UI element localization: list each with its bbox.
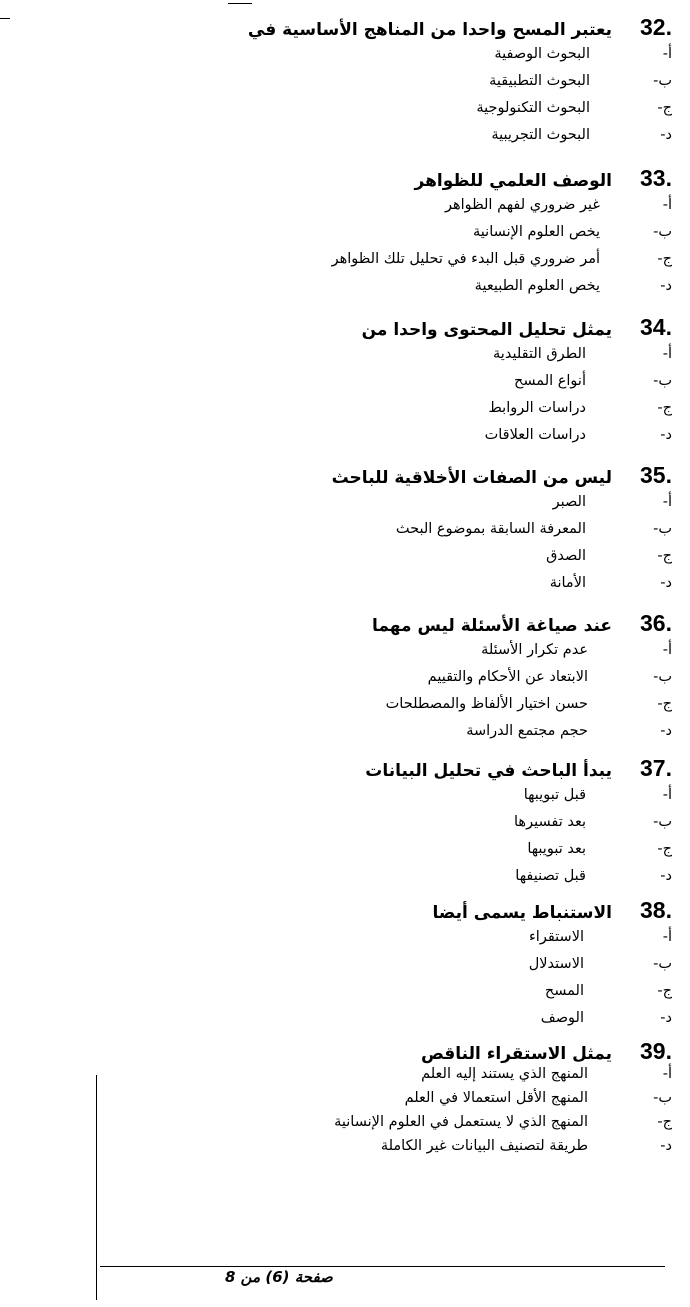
question-number: 34.	[640, 314, 672, 340]
question-38	[12, 897, 672, 1037]
options-list	[12, 197, 672, 305]
option-d: د- يخص العلوم الطبيعية	[474, 278, 672, 294]
option-a: أ- غير ضروري لفهم الظواهر	[444, 197, 672, 213]
option-d: د- دراسات العلاقات	[484, 427, 672, 443]
question-text: الوصف العلمي للظواهر	[414, 171, 612, 191]
option-d: د- حجم مجتمع الدراسة	[466, 723, 672, 739]
question-number: 39.	[640, 1038, 672, 1064]
options-list	[12, 642, 672, 750]
option-c: ج- الصدق	[546, 548, 672, 564]
option-c: ج- المسح	[544, 983, 672, 999]
options-list	[12, 494, 672, 602]
question-39	[12, 1038, 672, 1162]
options-list	[12, 929, 672, 1037]
option-a: أ- الاستقراء	[528, 929, 672, 945]
scan-margin-line	[96, 1075, 97, 1300]
option-a: أ- الصبر	[552, 494, 672, 510]
question-text: يمثل الاستقراء الناقص	[420, 1044, 612, 1064]
option-a: أ- عدم تكرار الأسئلة	[481, 642, 672, 658]
options-list	[12, 787, 672, 895]
option-c: ج- البحوث التكنولوجية	[476, 100, 672, 116]
option-c: ج- أمر ضروري قبل البدء في تحليل تلك الظواهر	[331, 251, 672, 267]
scan-dash-top	[228, 3, 252, 4]
page-number-footer: صفحة (6) من 8	[225, 1268, 333, 1286]
question-text: الاستنباط يسمى أيضا	[432, 903, 612, 923]
option-b: ب- الاستدلال	[528, 956, 672, 972]
options-list	[12, 346, 672, 454]
option-b: ب- المعرفة السابقة بموضوع البحث	[395, 521, 672, 537]
option-b: ب- البحوث التطبيقية	[489, 73, 672, 89]
question-text: يمثل تحليل المحتوى واحدا من	[361, 320, 612, 340]
option-b: ب- المنهج الأقل استعمالا في العلم	[404, 1090, 672, 1106]
option-b: ب- الابتعاد عن الأحكام والتقييم	[427, 669, 672, 685]
question-number: 36.	[640, 610, 672, 636]
option-a: أ- البحوث الوصفية	[494, 46, 672, 62]
options-list	[12, 46, 672, 154]
option-d: د- قبل تصنيفها	[515, 868, 672, 884]
option-c: ج- بعد تبويبها	[527, 841, 672, 857]
option-d: د- البحوث التجريبية	[491, 127, 672, 143]
question-text: يعتبر المسح واحدا من المناهج الأساسية في	[247, 20, 612, 40]
question-number: 33.	[640, 165, 672, 191]
question-number: 32.	[640, 14, 672, 40]
option-c: ج- دراسات الروابط	[488, 400, 672, 416]
question-text: يبدأ الباحث في تحليل البيانات	[365, 761, 612, 781]
question-35	[12, 462, 672, 602]
option-a: أ- المنهج الذي يستند إليه العلم	[421, 1066, 672, 1082]
option-a: أ- الطرق التقليدية	[493, 346, 672, 362]
question-number: 35.	[640, 462, 672, 488]
question-37	[12, 755, 672, 895]
question-33	[12, 165, 672, 305]
question-text: عند صياغة الأسئلة ليس مهما	[372, 616, 612, 636]
question-number: 37.	[640, 755, 672, 781]
question-32	[12, 14, 672, 154]
option-d: د- الوصف	[540, 1010, 672, 1026]
option-b: ب- يخص العلوم الإنسانية	[473, 224, 672, 240]
question-number: 38.	[640, 897, 672, 923]
footer-divider	[100, 1266, 665, 1267]
option-d: د- الأمانة	[549, 575, 672, 591]
options-list	[12, 1066, 672, 1162]
option-d: د- طريقة لتصنيف البيانات غير الكاملة	[380, 1138, 672, 1154]
option-a: أ- قبل تبويبها	[523, 787, 672, 803]
question-text: ليس من الصفات الأخلاقية للباحث	[331, 468, 612, 488]
scan-dash-top-left	[0, 18, 10, 19]
option-b: ب- أنواع المسح	[514, 373, 672, 389]
question-34	[12, 314, 672, 454]
option-c: ج- المنهج الذي لا يستعمل في العلوم الإنسانية	[334, 1114, 672, 1130]
option-c: ج- حسن اختيار الألفاظ والمصطلحات	[385, 696, 672, 712]
option-b: ب- بعد تفسيرها	[514, 814, 672, 830]
question-36	[12, 610, 672, 750]
